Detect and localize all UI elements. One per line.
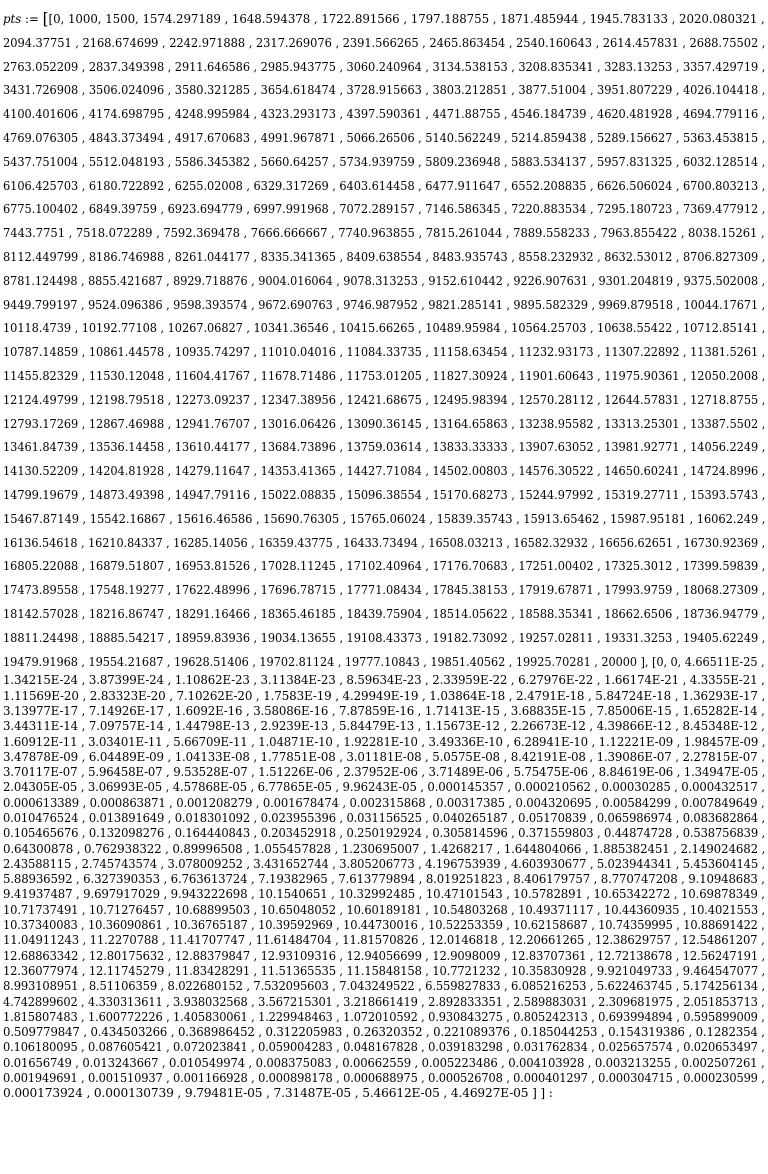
output-line: 12793.17269 , 12867.46988 , 12941.76707 , 13016.06426 , 13090.36145 , 13164.65863 , 13238.95582 , 13313.25301 , 13387.5502 , — [3, 415, 766, 431]
output-line: 2763.052209 , 2837.349398 , 2911.646586 , 2985.943775 , 3060.240964 , 3134.538153 , 3208.835341 , 3283.13253 , 3357.429719 , — [3, 58, 766, 74]
output-line: 17473.89558 , 17548.19277 , 17622.48996 , 17696.78715 , 17771.08434 , 17845.38153 , 17919.67871 , 17993.9759 , 18068.27309 , — [3, 582, 766, 598]
output-line: 3.70117E-07 , 5.96458E-07 , 9.53528E-07 , 1.51226E-06 , 2.37952E-06 , 3.71489E-06 , 5.75475E-06 , 8.84619E-06 , 1.34947E-05 , — [3, 765, 766, 780]
output-line: 3.47878E-09 , 6.04489E-09 , 1.04133E-08 , 1.77851E-08 , 3.01181E-08 , 5.0575E-08 , 8.42191E-08 , 1.39086E-07 , 2.27815E-07 , — [3, 749, 765, 764]
output-line: 4.742899602 , 4.330313611 , 3.938032568 , 3.567215301 , 3.218661419 , 2.892833351 , 2.589883031 , 2.309681975 , 2.051853713 , — [3, 994, 765, 1009]
output-line: 9449.799197 , 9524.096386 , 9598.393574 , 9672.690763 , 9746.987952 , 9821.285141 , 9895.582329 , 9969.879518 , 10044.17671 , — [3, 296, 766, 312]
output-line: 15467.87149 , 15542.16867 , 15616.46586 , 15690.76305 , 15765.06024 , 15839.35743 , 15913.65462 , 15987.95181 , 16062.249 , — [3, 510, 766, 526]
output-line: 4769.076305 , 4843.373494 , 4917.670683 , 4991.967871 , 5066.26506 , 5140.562249 , 5214.859438 , 5289.156627 , 5363.453815 , — [3, 129, 766, 145]
output-line: 12.68863342 , 12.80175632 , 12.88379847 , 12.93109316 , 12.94056699 , 12.9098009 , 12.83707361 , 12.72138678 , 12.56247191 , — [3, 948, 766, 963]
output-line: 10.37340083 , 10.36090861 , 10.36765187 , 10.39592969 , 10.44730016 , 10.52253359 , 10.62158687 , 10.74359995 , 10.88691422 , — [3, 918, 765, 933]
output-line: 0.106180095 , 0.087605421 , 0.072023841 , 0.059004283 , 0.048167828 , 0.039183298 , 0.031762834 , 0.025657574 , 0.020653497 , — [3, 1040, 765, 1055]
output-line: 1.60912E-11 , 3.03401E-11 , 5.66709E-11 , 1.04871E-10 , 1.92281E-10 , 3.49336E-10 , 6.28941E-10 , 1.12221E-09 , 1.98457E-09 , — [3, 734, 766, 749]
output-line: 18811.24498 , 18885.54217 , 18959.83936 , 19034.13655 , 19108.43373 , 19182.73092 , 19257.02811 , 19331.3253 , 19405.62249 , — [3, 629, 766, 645]
output-line: 2094.37751 , 2168.674699 , 2242.971888 , 2317.269076 , 2391.566265 , 2465.863454 , 2540.160643 , 2614.457831 , 2688.75502 , — [3, 34, 766, 50]
output-line: 13461.84739 , 13536.14458 , 13610.44177 , 13684.73896 , 13759.03614 , 13833.33333 , 13907.63052 , 13981.92771 , 14056.2249 , — [3, 439, 766, 455]
output-line: 10787.14859 , 10861.44578 , 10935.74297 , 11010.04016 , 11084.33735 , 11158.63454 , 11232.93173 , 11307.22892 , 11381.5261 , — [3, 344, 766, 360]
x-values-block — [3, 6, 765, 673]
output-line: 16805.22088 , 16879.51807 , 16953.81526 , 17028.11245 , 17102.40964 , 17176.70683 , 17251.00402 , 17325.3012 , 17399.59839 , — [3, 558, 766, 574]
output-line: 8112.449799 , 8186.746988 , 8261.044177 , 8335.341365 , 8409.638554 , 8483.935743 , 8558.232932 , 8632.53012 , 8706.827309 , — [3, 248, 766, 264]
output-line: 3431.726908 , 3506.024096 , 3580.321285 , 3654.618474 , 3728.915663 , 3803.212851 , 3877.51004 , 3951.807229 , 4026.104418 , — [3, 82, 766, 98]
output-line: 0.01656749 , 0.013243667 , 0.010549974 , 0.008375083 , 0.00662559 , 0.005223486 , 0.004103928 , 0.003213255 , 0.002507261 , — [3, 1055, 765, 1070]
output-line: 7443.7751 , 7518.072289 , 7592.369478 , 7666.666667 , 7740.963855 , 7815.261044 , 7889.558233 , 7963.855422 , 8038.15261 , — [3, 225, 765, 241]
maple-assignment-statement — [3, 6, 765, 1102]
output-line: 14130.52209 , 14204.81928 , 14279.11647 , 14353.41365 , 14427.71084 , 14502.00803 , 14576.30522 , 14650.60241 , 14724.8996 , — [3, 463, 766, 479]
output-line: 3.13977E-17 , 7.14926E-17 , 1.6092E-16 , 3.58086E-16 , 7.87859E-16 , 1.71413E-15 , 3.68835E-15 , 7.85006E-15 , 1.65282E-14 , — [3, 703, 765, 718]
output-line: 8.993108951 , 8.51106359 , 8.022680152 , 7.532095603 , 7.043249522 , 6.559827833 , 6.085216253 , 5.622463745 , 5.174256134 , — [3, 979, 766, 994]
output-line: 0.509779847 , 0.434503266 , 0.368986452 , 0.312205983 , 0.26320352 , 0.221089376 , 0.185044253 , 0.154319386 , 0.1282354 , — [3, 1025, 765, 1040]
output-line: 0.64300878 , 0.762938322 , 0.89996508 , 1.055457828 , 1.230695007 , 1.4268217 , 1.644804066 , 1.885382451 , 2.149024682 , — [3, 841, 766, 856]
assignment-operator: := — [25, 11, 39, 26]
y-values-block — [3, 673, 765, 1101]
output-line: 9.41937487 , 9.697917029 , 9.943222698 , 10.1540651 , 10.32992485 , 10.47101543 , 10.5782891 , 10.65342272 , 10.69878349 , — [3, 887, 765, 902]
output-line: 5.88936592 , 6.327390353 , 6.763613724 , 7.19382965 , 7.613779894 , 8.019251823 , 8.406179757 , 8.770747208 , 9.10948683 , — [3, 872, 765, 887]
output-line: 0.010476524 , 0.013891649 , 0.018301092 , 0.023955396 , 0.031156525 , 0.040265187 , 0.05170839 , 0.065986974 , 0.083682864 , — [3, 810, 766, 825]
output-line: 18142.57028 , 18216.86747 , 18291.16466 , 18365.46185 , 18439.75904 , 18514.05622 , 18588.35341 , 18662.6506 , 18736.94779 , — [3, 605, 766, 621]
output-line: 11455.82329 , 11530.12048 , 11604.41767 , 11678.71486 , 11753.01205 , 11827.30924 , 11901.60643 , 11975.90361 , 12050.2008 , — [3, 367, 766, 383]
output-line: 11.04911243 , 11.2270788 , 11.41707747 , 11.61484704 , 11.81570826 , 12.0146818 , 12.20661265 , 12.38629757 , 12.54861207 , — [3, 933, 765, 948]
output-line: 1.815807483 , 1.600772226 , 1.405830061 , 1.229948463 , 1.072010592 , 0.930843275 , 0.805242313 , 0.693994894 , 0.595899009 , — [3, 1009, 765, 1024]
output-line: 0.105465676 , 0.132098276 , 0.164440843 , 0.203452918 , 0.250192924 , 0.305814596 , 0.371559803 , 0.44874728 , 0.538756839 , — [3, 826, 766, 841]
output-line: 0.000173924 , 0.000130739 , 9.79481E-05 , 7.31487E-05 , 5.46612E-05 , 4.46927E-05 ] ] : — [3, 1086, 553, 1101]
statement-first-line — [3, 6, 765, 31]
output-line: 10.71737491 , 10.71276457 , 10.68899503 , 10.65048052 , 10.60189181 , 10.54803268 , 10.49371117 , 10.44360935 , 10.4021553 , — [3, 902, 766, 917]
output-line: 12124.49799 , 12198.79518 , 12273.09237 , 12347.38956 , 12421.68675 , 12495.98394 , 12570.28112 , 12644.57831 , 12718.8755 , — [3, 391, 766, 407]
output-line: 8781.124498 , 8855.421687 , 8929.718876 , 9004.016064 , 9078.313253 , 9152.610442 , 9226.907631 , 9301.204819 , 9375.502008 , — [3, 272, 766, 288]
output-line: 5437.751004 , 5512.048193 , 5586.345382 , 5660.64257 , 5734.939759 , 5809.236948 , 5883.534137 , 5957.831325 , 6032.128514 , — [3, 153, 766, 169]
output-line: 0.000613389 , 0.000863871 , 0.001208279 , 0.001678474 , 0.002315868 , 0.00317385 , 0.004320695 , 0.00584299 , 0.007849649 , — [3, 795, 765, 810]
output-line: 2.43588115 , 2.745743574 , 3.078009252 , 3.431652744 , 3.805206773 , 4.196753939 , 4.603930677 , 5.023944341 , 5.453604145 , — [3, 856, 766, 871]
output-line: 16136.54618 , 16210.84337 , 16285.14056 , 16359.43775 , 16433.73494 , 16508.03213 , 16582.32932 , 16656.62651 , 16730.92369 , — [3, 534, 766, 550]
output-line: 10118.4739 , 10192.77108 , 10267.06827 , 10341.36546 , 10415.66265 , 10489.95984 , 10564.25703 , 10638.55422 , 10712.85141 , — [3, 320, 766, 336]
output-line: [0, 1000, 1500, 1574.297189 , 1648.594378 , 1722.891566 , 1797.188755 , 1871.485944 , 1945.783133 , 2020.080321 , — [48, 11, 765, 26]
output-line: 6775.100402 , 6849.39759 , 6923.694779 , 6997.991968 , 7072.289157 , 7146.586345 , 7220.883534 , 7295.180723 , 7369.477912 , — [3, 201, 766, 217]
output-line: 0.001949691 , 0.001510937 , 0.001166928 , 0.000898178 , 0.000688975 , 0.000526708 , 0.000401297 , 0.000304715 , 0.000230599 , — [3, 1071, 765, 1086]
output-line: 12.36077974 , 12.11745279 , 11.83428291 , 11.51365535 , 11.15848158 , 10.7721232 , 10.35830928 , 9.921049733 , 9.464547077 , — [3, 963, 766, 978]
variable-name: pts — [3, 11, 22, 26]
outer-open-bracket: [ — [42, 9, 49, 28]
output-line: 4100.401606 , 4174.698795 , 4248.995984 , 4323.293173 , 4397.590361 , 4471.88755 , 4546.184739 , 4620.481928 , 4694.779116 , — [3, 106, 766, 122]
output-line: 3.44311E-14 , 7.09757E-14 , 1.44798E-13 , 2.9239E-13 , 5.84479E-13 , 1.15673E-12 , 2.26673E-12 , 4.39866E-12 , 8.45348E-12 , — [3, 719, 765, 734]
output-line: 6106.425703 , 6180.722892 , 6255.02008 , 6329.317269 , 6403.614458 , 6477.911647 , 6552.208835 , 6626.506024 , 6700.803213 , — [3, 177, 766, 193]
output-line: 1.34215E-24 , 3.87399E-24 , 1.10862E-23 , 3.11384E-23 , 8.59634E-23 , 2.33959E-22 , 6.27976E-22 , 1.66174E-21 , 4.3355E-21 , — [3, 673, 765, 688]
output-line: 14799.19679 , 14873.49398 , 14947.79116 , 15022.08835 , 15096.38554 , 15170.68273 , 15244.97992 , 15319.27711 , 15393.5743 , — [3, 486, 766, 502]
output-line: 19479.91968 , 19554.21687 , 19628.51406 , 19702.81124 , 19777.10843 , 19851.40562 , 19925.70281 , 20000 ], [0, 0, 4.66511E-25 , — [3, 653, 765, 669]
output-line: 2.04305E-05 , 3.06993E-05 , 4.57868E-05 , 6.77865E-05 , 9.96243E-05 , 0.000145357 , 0.000210562 , 0.00030285 , 0.000432517 , — [3, 780, 765, 795]
output-line: 1.11569E-20 , 2.83323E-20 , 7.10262E-20 , 1.7583E-19 , 4.29949E-19 , 1.03864E-18 , 2.4791E-18 , 5.84724E-18 , 1.36293E-17 , — [3, 688, 766, 703]
